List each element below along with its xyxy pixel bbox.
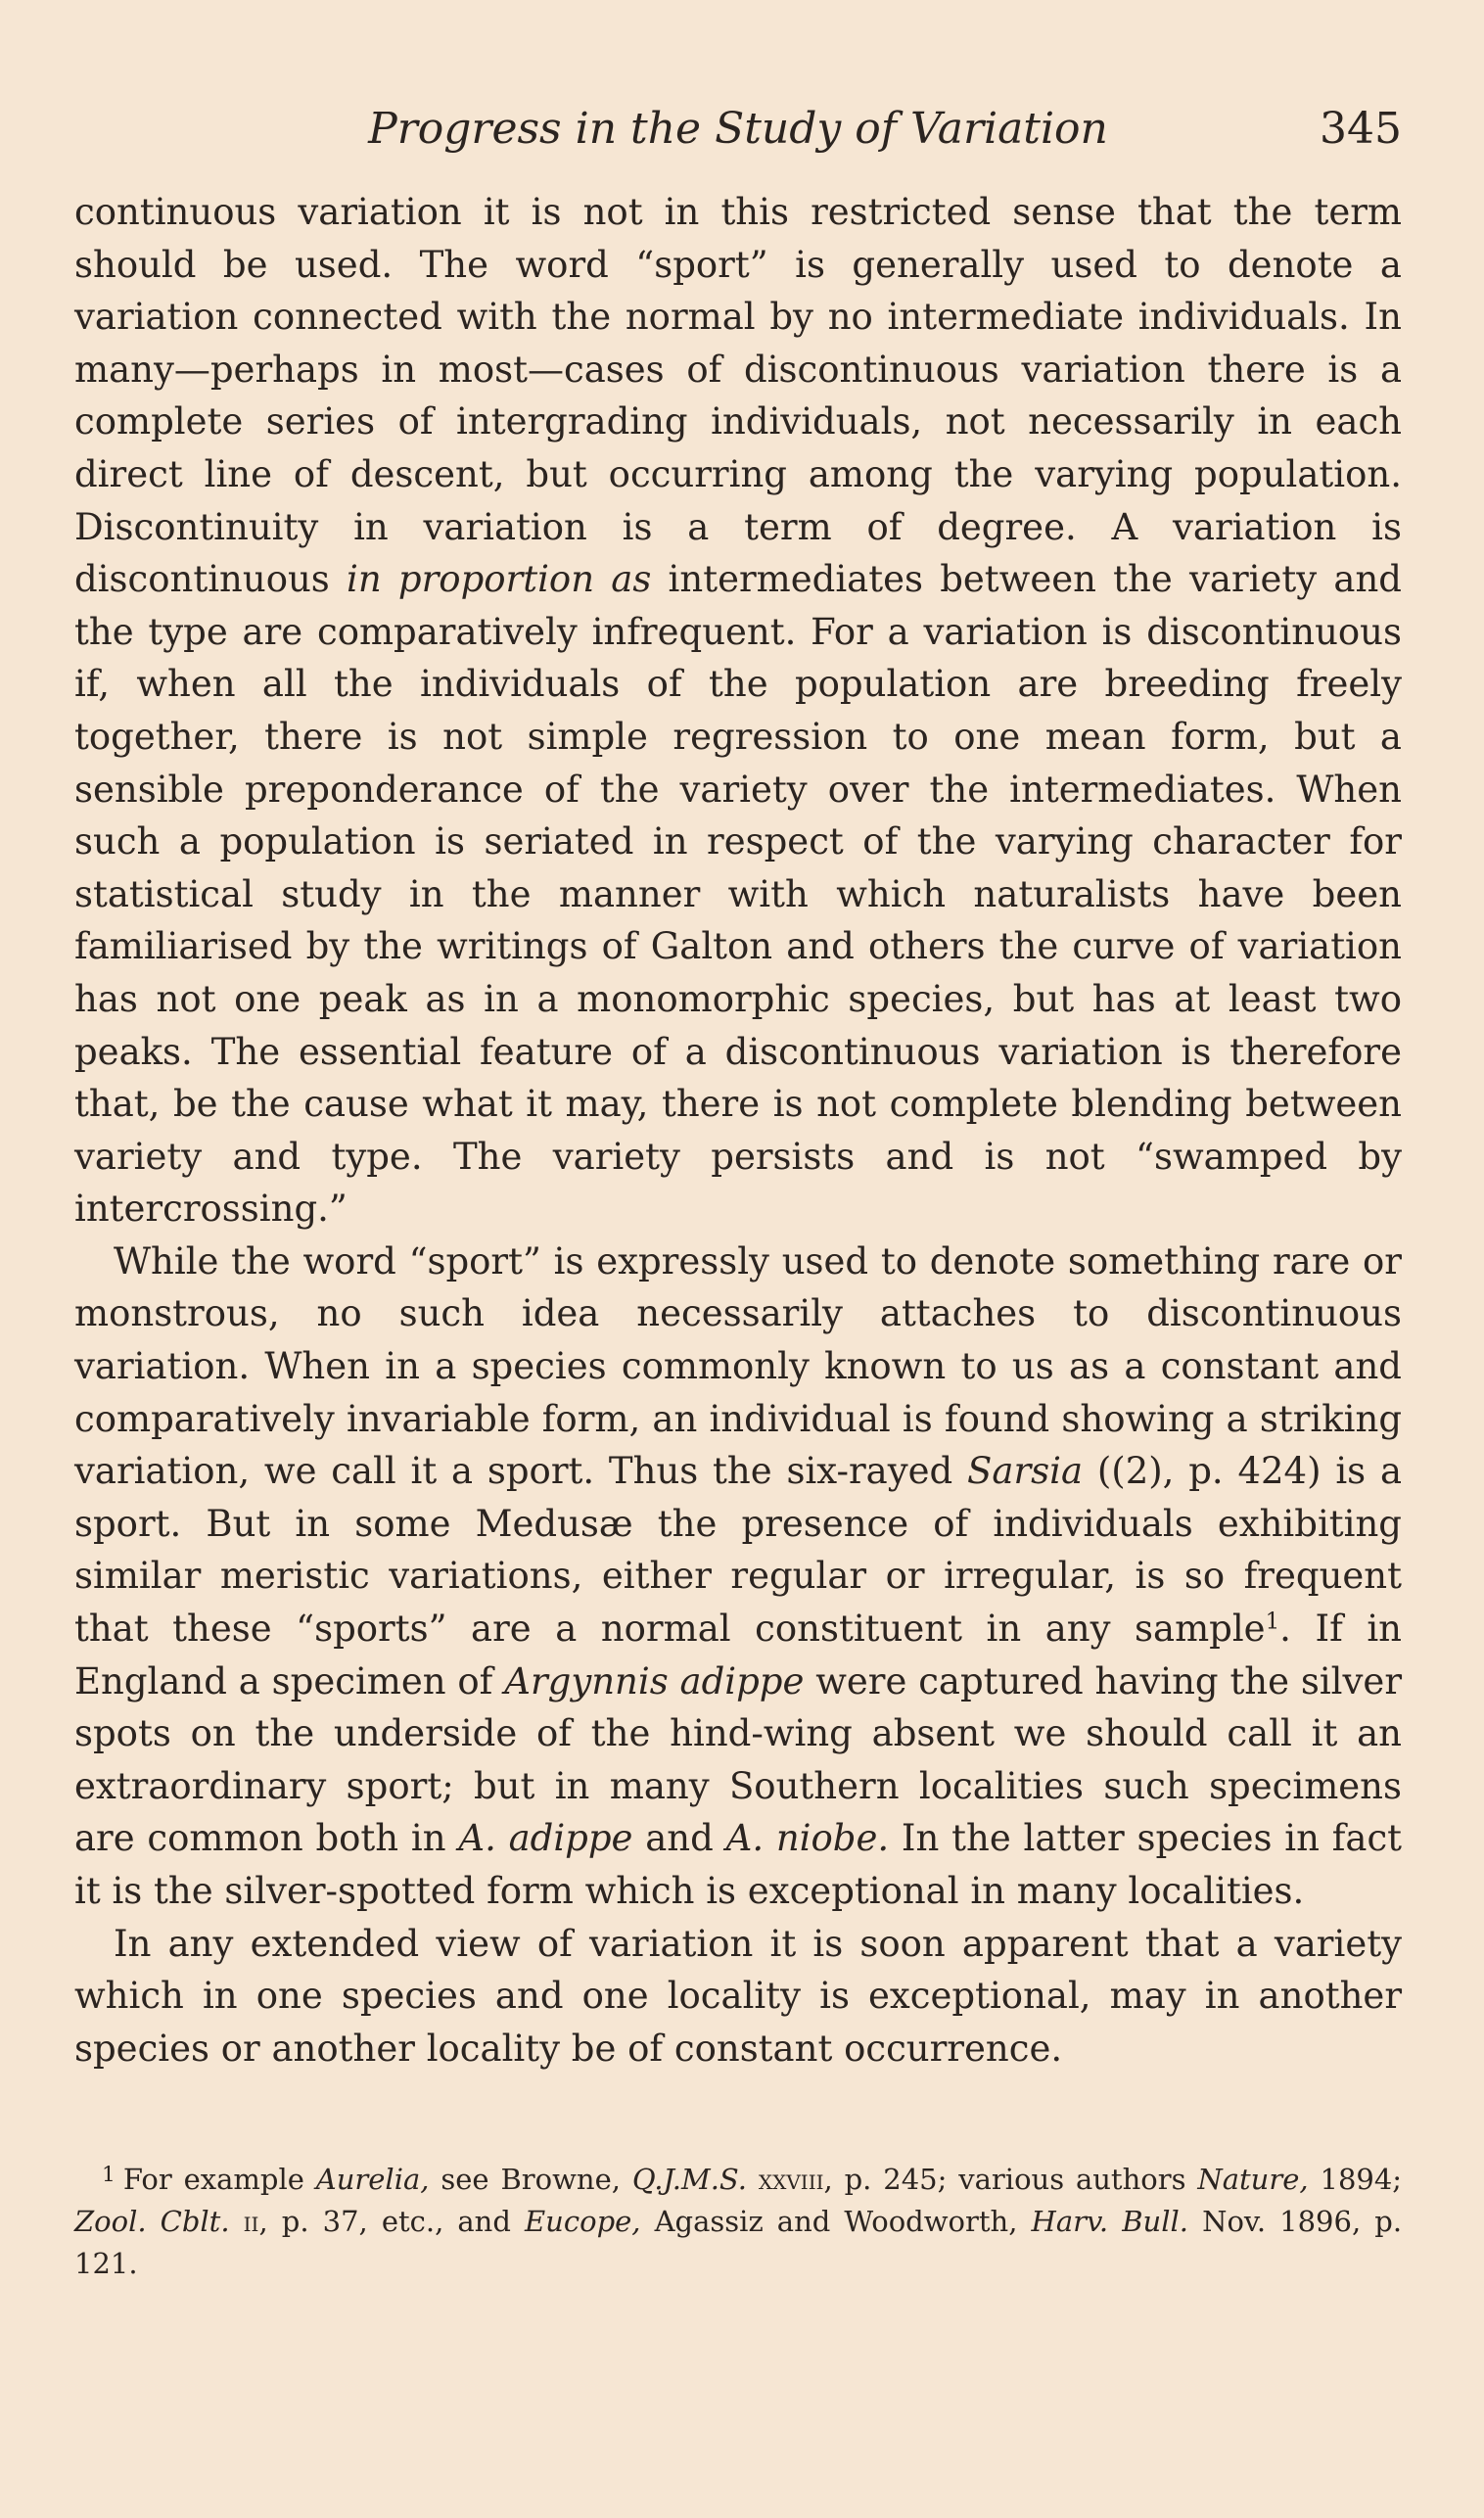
footnote-text-c: , p. 245; various authors — [823, 2163, 1186, 2196]
footnote-text-g: Nov. 1896, p. 121. — [74, 2205, 1403, 2280]
page-header — [74, 98, 1402, 166]
footnotes — [74, 2159, 1402, 2285]
running-head: Progress in the Study of Variation — [368, 104, 1108, 154]
paragraph-2-text-a: While the word “sport” is expressly used to denote something rare or monstrous, no such idea necessarily attaches to discontinuous variation. When in a species commonly known to us as a constant and comparatively invariable form, an individual is found showing a striking variation, we call it a sport. Thus the six-rayed — [74, 1239, 1402, 1493]
footnote-journal-nature: Nature, — [1197, 2163, 1309, 2196]
footnote-volume-xxviii: xxviii — [758, 2163, 824, 2196]
page-number: 345 — [1320, 104, 1402, 154]
species-argynnis-adippe: Argynnis adippe — [504, 1659, 805, 1702]
footnote-marker: 1 — [102, 2163, 116, 2188]
footnote-text-f: Agassiz and Woodworth, — [654, 2205, 1018, 2238]
footnote-text-a: For example — [122, 2163, 304, 2196]
body-text — [74, 186, 1402, 2075]
species-a-niobe: A. niobe. — [725, 1817, 890, 1860]
footnote-journal-zool-cblt: Zool. Cblt. — [74, 2205, 230, 2238]
species-sarsia: Sarsia — [967, 1450, 1084, 1493]
footnote-text-d: 1894; — [1320, 2163, 1403, 2196]
footnote-journal-qjms: Q.J.M.S. — [631, 2163, 747, 2196]
footnote-1 — [74, 2159, 1402, 2285]
paragraph-3 — [74, 1918, 1402, 2075]
footnote-text-b: see Browne, — [441, 2163, 621, 2196]
footnote-aurelia: Aurelia, — [315, 2163, 430, 2196]
paragraph-1 — [74, 186, 1402, 1236]
paragraph-2-text-e: and — [645, 1817, 714, 1860]
paragraph-2-text-f: In the latter species in fact it is the silver-spotted form which is exceptional in many localities. — [74, 1817, 1403, 1912]
paragraph-2 — [74, 1236, 1402, 1918]
paragraph-2-text-d: were captured having the silver spots on the underside of the hind-wing absent we should call it an extraordinary sport; but in many Southern localities such specimens are common both in — [74, 1659, 1403, 1860]
paragraph-1-text-continued: intermediates between the variety and the type are comparatively infrequent. For a variation is discontinuous if, when all the individuals of the population are breeding freely together, there is not simple regression to one mean form, but a sensible preponderance of the variety over the intermediates. When such a population is seriated in respect of the varying character for statistical study in the manner with which naturalists have been familiarised by the writings of Galton and others the curve of variation has not one peak as in a monomorphic species, but has at least two peaks. The essential feature of a discontinuous variation is therefore that, be the cause what it may, there is not complete blending between variety and type. The variety persists and is not “swamped by intercrossing.” — [74, 558, 1402, 1231]
paragraph-3-text: In any extended view of variation it is soon apparent that a variety which in one species and one locality is exceptional, may in another species or another locality be of constant occurrence. — [74, 1922, 1402, 2070]
footnote-reference: 1 — [1265, 1609, 1280, 1635]
footnote-text-e: , p. 37, etc., and — [258, 2205, 511, 2238]
footnote-volume-ii: ii — [243, 2205, 259, 2238]
paragraph-2-text-b: ((2), p. 424) is a sport. But in some Medusæ the presence of individuals exhibiting similar meristic variations, either regular or irregular, is so frequent that these “sports” are a normal constituent in any sample — [74, 1450, 1403, 1651]
paragraph-1-text: continuous variation it is not in this restricted sense that the term should be used. The word “sport” is generally used to denote a variation connected with the normal by no intermediate individuals. In many—perhaps in most—cases of discontinuous variation there is a complete series of intergrading individuals, not necessarily in each direct line of descent, but occurring among the varying population. Discontinuity in variation is a term of degree. A variation is discontinuous — [74, 191, 1402, 601]
emphasis-in-proportion-as: in proportion as — [347, 558, 652, 601]
footnote-journal-harv-bull: Harv. Bull. — [1031, 2205, 1188, 2238]
paragraph-2-text-c: . If in England a specimen of — [74, 1608, 1402, 1702]
footnote-eucope: Eucope, — [525, 2205, 641, 2238]
species-a-adippe: A. adippe — [458, 1817, 633, 1860]
